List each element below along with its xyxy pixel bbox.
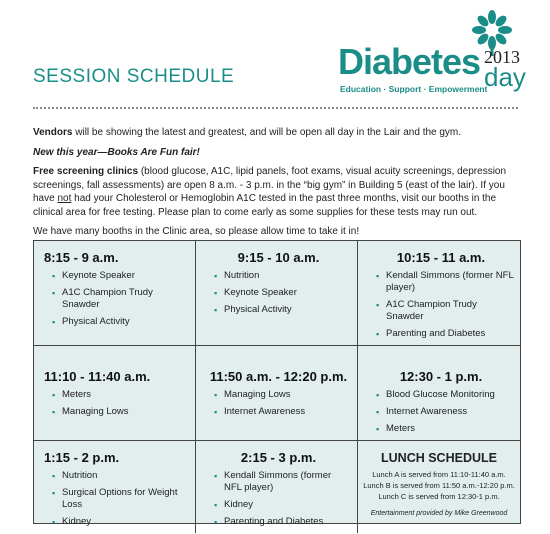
- session-item: ▪ Nutrition: [216, 270, 351, 282]
- session-cell: [34, 346, 196, 441]
- session-item: ▪ Kidney: [216, 499, 351, 511]
- schedule-grid: [33, 240, 521, 527]
- booths-note: We have many booths in the Clinic area, so please allow time to take it in!: [33, 226, 360, 237]
- session-cell: [196, 241, 358, 346]
- session-item: ▪ Kidney: [54, 516, 189, 528]
- session-time: 8:15 - 9 a.m.: [44, 250, 119, 265]
- session-item: ▪ Surgical Options for Weight Loss: [54, 487, 189, 511]
- session-time: 11:50 a.m. - 12:20 p.m.: [209, 369, 348, 384]
- session-item: ▪ A1C Champion Trudy Snawder: [54, 287, 189, 311]
- lunch-credit: Entertainment provided by Mike Greenwood: [370, 510, 508, 517]
- session-cell: [34, 241, 196, 346]
- diabetes-day-logo: [338, 10, 528, 100]
- session-item: ▪ Meters: [54, 389, 189, 401]
- intro-text: [33, 126, 523, 245]
- session-item: ▪ Keynote Speaker: [216, 287, 351, 299]
- vendors-paragraph: [33, 126, 523, 140]
- session-item: ▪ Internet Awareness: [216, 406, 351, 418]
- session-cell: [34, 441, 196, 533]
- session-item: ▪ Kendall Simmons (former NFL player): [216, 470, 351, 494]
- session-item: ▪ Meters: [378, 423, 514, 435]
- page-title: SESSION SCHEDULE: [33, 66, 235, 87]
- session-time: 9:15 - 10 a.m.: [237, 250, 320, 265]
- session-time: 10:15 - 11 a.m.: [396, 250, 486, 265]
- vendors-text: will be showing the latest and greatest, and will be open all day in the Lair and the gym.: [72, 127, 462, 138]
- lunch-title: LUNCH SCHEDULE: [381, 451, 497, 465]
- screening-bold: Free screening clinics: [33, 166, 139, 177]
- session-item: ▪ Internet Awareness: [378, 406, 514, 418]
- logo-day: day: [484, 62, 526, 92]
- session-cell: [358, 346, 520, 441]
- session-item: ▪ Keynote Speaker: [54, 270, 189, 282]
- session-cell: [358, 241, 520, 346]
- session-cell: [196, 441, 358, 533]
- session-time: 11:10 - 11:40 a.m.: [44, 369, 151, 384]
- new-this-year-text: New this year—Books Are Fun fair!: [33, 146, 200, 158]
- session-item: ▪ Nutrition: [54, 470, 189, 482]
- vendors-bold: Vendors: [33, 127, 73, 138]
- session-item: ▪ Physical Activity: [54, 316, 189, 328]
- lunch-line: Lunch C is served from 12:30-1 p.m.: [378, 492, 500, 501]
- session-item: ▪ Managing Lows: [216, 389, 351, 401]
- session-time: 2:15 - 3 p.m.: [240, 450, 317, 465]
- screening-text-2: had your Cholesterol or Hemoglobin A1C tested in the past three months, visit our booths in the clinical area for free testing. Please plan to come early as some supplies for these tests may run out.: [33, 193, 497, 218]
- session-item: ▪ A1C Champion Trudy Snawder: [378, 299, 514, 323]
- lunch-line: Lunch B is served from 11:50 a.m.-12:20 p.m.: [363, 481, 515, 490]
- session-item: ▪ Managing Lows: [54, 406, 189, 418]
- lunch-line: Lunch A is served from 11:10-11:40 a.m.: [372, 470, 506, 479]
- screening-paragraph: [33, 165, 523, 219]
- lunch-schedule-cell: [358, 441, 520, 533]
- session-item: ▪ Kendall Simmons (former NFL player): [378, 270, 514, 294]
- session-item: ▪ Parenting and Diabetes: [216, 516, 351, 528]
- logo-year: 2013: [484, 47, 520, 67]
- screening-not: not: [57, 193, 72, 204]
- session-item: ▪ Parenting and Diabetes: [378, 328, 514, 340]
- session-time: 12:30 - 1 p.m.: [399, 369, 483, 384]
- logo-tagline: Education · Support · Empowerment: [340, 84, 488, 94]
- session-item: ▪ Blood Glucose Monitoring: [378, 389, 514, 401]
- session-time: 1:15 - 2 p.m.: [44, 450, 120, 465]
- session-item: ▪ Physical Activity: [216, 304, 351, 316]
- screening-text-1: (blood glucose, A1C, lipid panels, foot exams, visual acuity screenings, depression screenings, fall assessments) are open 8 a.m. - 3 p.m. in the “big gym” in Building 5 (east of the lair). If you have: [33, 166, 507, 204]
- dotted-divider: [33, 107, 518, 109]
- logo-word: Diabetes: [338, 41, 481, 82]
- new-this-year: [33, 146, 523, 160]
- session-cell: [196, 346, 358, 441]
